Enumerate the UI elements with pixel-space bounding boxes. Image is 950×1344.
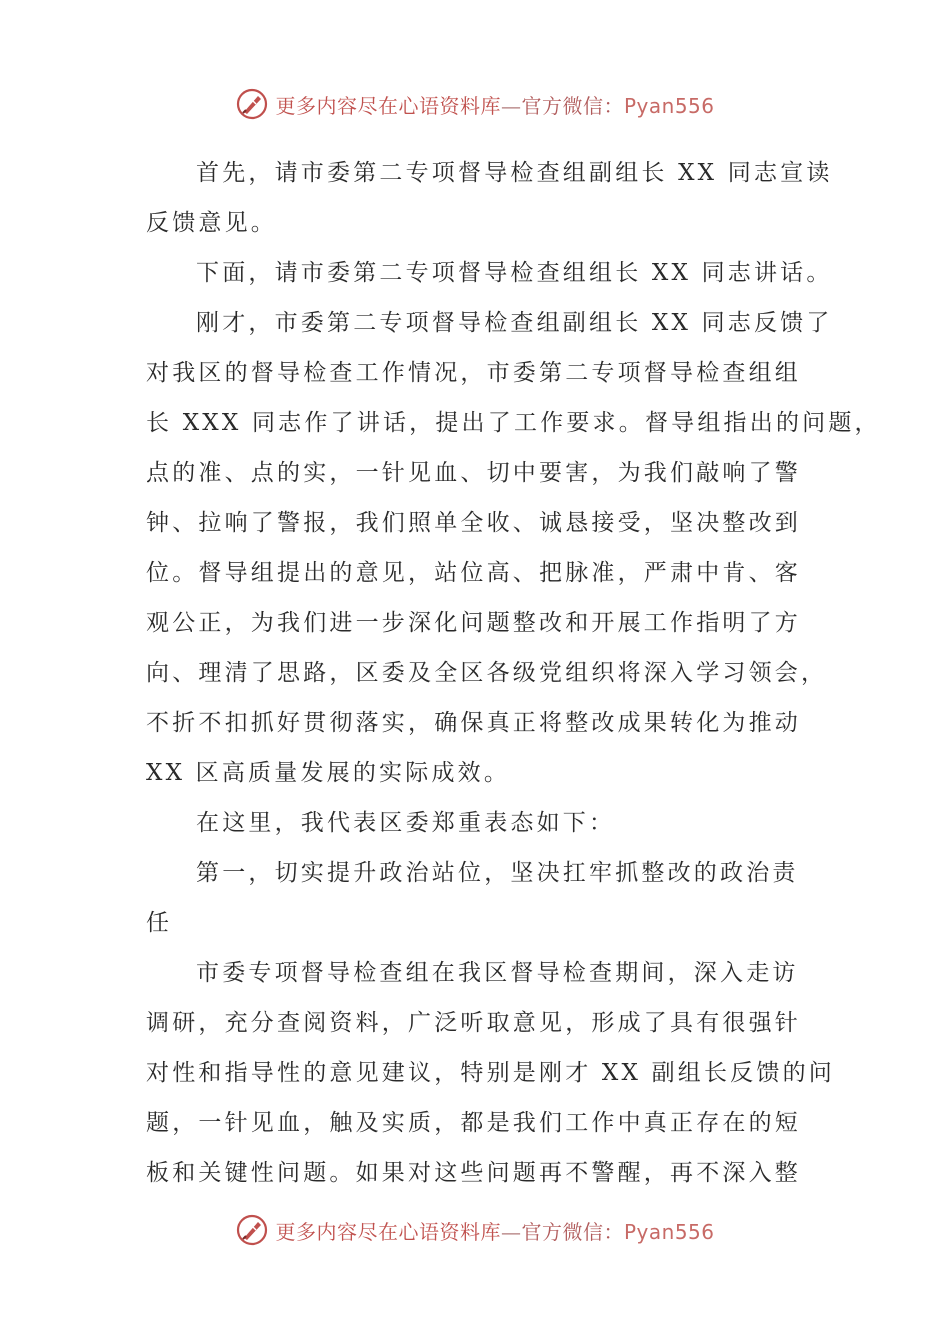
text-line: 反馈意见。 <box>146 210 277 236</box>
banner-separator: — <box>500 93 522 118</box>
quill-pen-logo-icon <box>235 87 269 121</box>
text-line: 市委专项督导检查组在我区督导检查期间，深入走访 <box>196 960 799 986</box>
text-line: 对我区的督导检查工作情况，市委第二专项督导检查组组 <box>146 360 801 386</box>
text-line: 刚才，市委第二专项督导检查组副组长 XX 同志反馈了 <box>196 310 833 336</box>
banner-main-text: 更多内容尽在心语资料库 <box>275 93 501 118</box>
banner-text <box>275 90 714 119</box>
text-line: 钟、拉响了警报，我们照单全收、诚恳接受，坚决整改到 <box>146 510 801 536</box>
text-line: 下面，请市委第二专项督导检查组组长 XX 同志讲话。 <box>196 260 833 286</box>
banner-wechat-label: 官方微信： <box>521 1219 624 1244</box>
section-heading-line: 任 <box>146 910 173 936</box>
text-line: 在这里，我代表区委郑重表态如下： <box>196 810 616 836</box>
banner-wechat-id: Pyan556 <box>623 1219 715 1244</box>
text-line: 调研，充分查阅资料，广泛听取意见，形成了具有很强针 <box>146 1010 801 1036</box>
banner-wechat-label: 官方微信： <box>521 93 624 118</box>
text-line: 题，一针见血，触及实质，都是我们工作中真正存在的短 <box>146 1110 801 1136</box>
header-banner <box>0 84 950 124</box>
text-line: 位。督导组提出的意见，站位高、把脉准，严肃中肯、客 <box>146 560 801 586</box>
text-line: 板和关键性问题。如果对这些问题再不警醒，再不深入整 <box>146 1160 801 1186</box>
text-line: 观公正，为我们进一步深化问题整改和开展工作指明了方 <box>146 610 801 636</box>
quill-pen-logo-icon <box>235 1213 269 1247</box>
document-body <box>146 148 881 1198</box>
banner-separator: — <box>500 1219 522 1244</box>
text-line: 对性和指导性的意见建议，特别是刚才 XX 副组长反馈的问 <box>146 1060 835 1086</box>
banner-text <box>275 1216 714 1245</box>
banner-wechat-id: Pyan556 <box>623 93 715 118</box>
footer-banner <box>0 1210 950 1250</box>
text-line: 长 XXX 同志作了讲话，提出了工作要求。督导组指出的问题， <box>146 410 881 436</box>
section-heading-line: 第一，切实提升政治站位，坚决扛牢抓整改的政治责 <box>196 860 799 886</box>
text-line: XX 区高质量发展的实际成效。 <box>146 760 511 786</box>
text-line: 首先，请市委第二专项督导检查组副组长 XX 同志宣读 <box>196 160 833 186</box>
text-line: 向、理清了思路，区委及全区各级党组织将深入学习领会， <box>146 660 828 686</box>
text-line: 不折不扣抓好贯彻落实，确保真正将整改成果转化为推动 <box>146 710 801 736</box>
banner-main-text: 更多内容尽在心语资料库 <box>275 1219 501 1244</box>
text-line: 点的准、点的实，一针见血、切中要害，为我们敲响了警 <box>146 460 801 486</box>
